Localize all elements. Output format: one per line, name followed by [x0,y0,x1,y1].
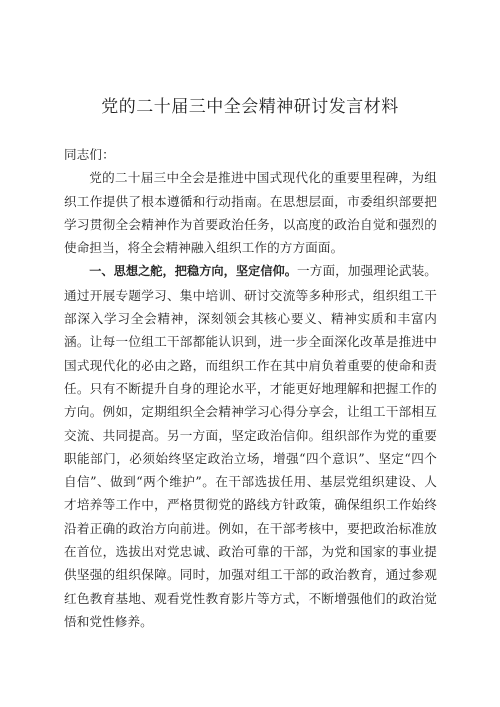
paragraph-section-one [64,259,437,633]
document-title: 党的二十届三中全会精神研讨发言材料 [101,97,399,117]
paragraph-intro-text: 党的二十届三中全会是推进中国式现代化的重要里程碑，为组织工作提供了根本遵循和行动指南。在思想层面，市委组织部要把学习贯彻全会精神作为首要政治任务，以高度的政治自觉和强烈的使命担当，将全会精神融入组织工作的方方面面。 [64,170,437,256]
section-one-text: 一方面，加强理论武装。通过开展专题学习、集中培训、研讨交流等多种形式，组织组工干部深入学习全会精神，深刻领会其核心要义、精神实质和丰富内涵。让每一位组工干部都能认识到，进一步全面深化改革是推进中国式现代化的必由之路，而组织工作在其中肩负着重要的使命和责任。只有不断提升自身的理论水平，才能更好地理解和把握工作的方向。例如，定期组织全会精神学习心得分享会，让组工干部相互交流、共同提高。另一方面，坚定政治信仰。组织部作为党的重要职能部门，必须始终坚定政治立场，增强“四个意识”、坚定“四个自信”、做到“两个维护”。在干部选拔任用、基层党组织建设、人才培养等工作中，严格贯彻党的路线方针政策，确保组织工作始终沿着正确的政治方向前进。例如，在干部考核中，要把政治标准放在首位，选拔出对党忠诚、政治可靠的干部，为党和国家的事业提供坚强的组织保障。同时，加强对组工干部的政治教育，通过参观红色教育基地、观看党性教育影片等方式，不断增强他们的政治觉悟和党性修养。 [64,263,437,629]
section-one-heading: 一、思想之舵，把稳方向，坚定信仰。 [89,264,297,279]
paragraph-intro [64,166,437,259]
salutation: 同志们： [64,147,115,162]
document-body [64,143,437,633]
